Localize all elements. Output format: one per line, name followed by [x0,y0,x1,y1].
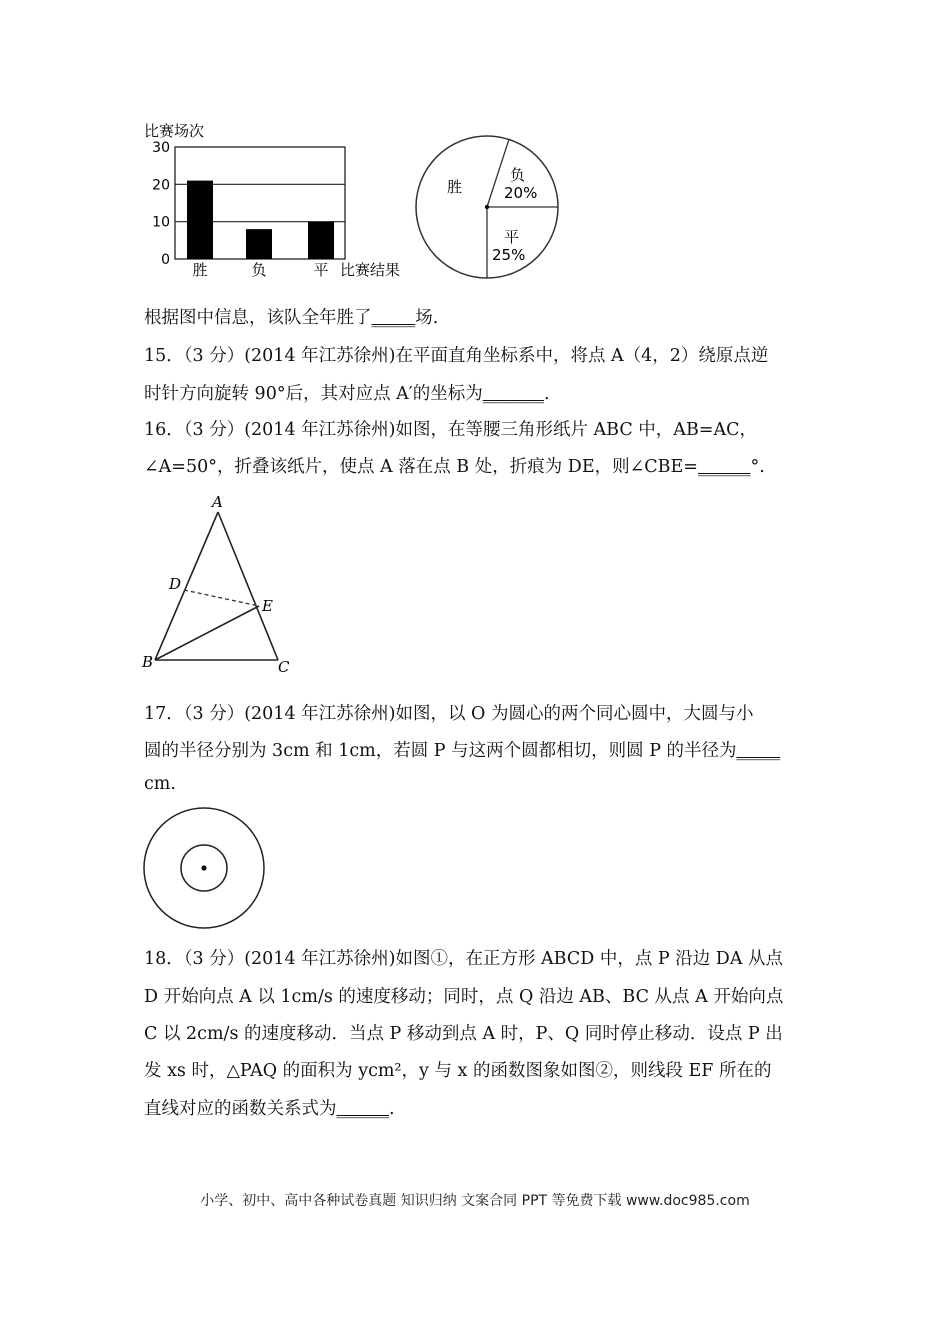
q15-line1: 15．（3 分）(2014 年江苏徐州)在平面直角坐标系中，将点 A（4，2）绕原点逆 [144,346,769,366]
bar-chart-xtick: 胜 [192,261,208,279]
q14-blank[interactable]: _____ [371,308,416,328]
q18-text: 直线对应的函数关系式为 [144,1099,337,1119]
q16-text-end: °. [750,457,765,477]
bar-1 [246,229,272,259]
q14-text: 根据图中信息，该队全年胜了 [144,308,372,328]
q18-line5 [144,1095,395,1120]
q18-line1: 18．（3 分）(2014 年江苏徐州)如图①，在正方形 ABCD 中，点 P 沿边 DA 从点 [144,949,784,969]
segment-ab [155,512,218,660]
label-c: C [278,658,290,676]
q18-text-end: . [389,1099,395,1119]
pie-percent-lose: 20% [504,184,538,202]
q16-blank[interactable]: ______ [697,457,751,477]
pie-chart [412,132,564,284]
q16-line1: 16．（3 分）(2014 年江苏徐州)如图，在等腰三角形纸片 ABC 中，AB=AC， [144,420,757,440]
bar-2 [308,222,334,259]
q17-line2 [144,737,780,762]
label-a: A [212,493,223,511]
pie-label-draw: 平 [504,228,520,246]
segment-be [155,606,259,660]
pie-percent-draw: 25% [492,246,526,264]
q18-line3: C 以 2cm/s 的速度移动．当点 P 移动到点 A 时，P、Q 同时停止移动．设点 P 出 [144,1024,783,1044]
label-b: B [142,653,154,671]
q18-blank[interactable]: ______ [336,1099,389,1119]
bar-chart-xtick: 负 [251,261,267,279]
q18-line4: 发 xs 时，△PAQ 的面积为 ycm²，y 与 x 的函数图象如图②，则线段 EF 所在的 [144,1061,772,1081]
pie-label-win: 胜 [447,178,463,196]
bar-chart-xtick: 平 [313,261,329,279]
q16-line2 [144,453,765,478]
bar-chart [140,118,415,283]
label-e: E [262,597,273,615]
page-footer: 小学、初中、高中各种试卷真题 知识归纳 文案合同 PPT 等免费下载 www.doc985.com [200,1193,750,1209]
q14-line [144,304,438,329]
pie-center-dot [485,205,489,209]
segment-ac [218,512,278,660]
q17-blank[interactable]: _____ [736,741,781,761]
q15-text-end: . [544,384,550,404]
triangle-figure [138,490,298,680]
bar-chart-ylabel: 比赛场次 [144,122,205,140]
fold-line-de [184,590,259,606]
q14-text-end: 场. [415,308,439,328]
q15-blank[interactable]: _______ [482,384,545,404]
center-point-o [201,865,206,870]
label-d: D [169,575,182,593]
q16-text: ∠A=50°，折叠该纸片，使点 A 落在点 B 处，折痕为 DE，则∠CBE= [144,457,698,477]
bar-0 [187,181,213,259]
bar-chart-xlabel: 比赛结果 [340,261,401,279]
q17-line3: cm. [144,774,176,794]
q17-text: 圆的半径分别为 3cm 和 1cm，若圆 P 与这两个圆都相切，则圆 P 的半径为 [144,741,737,761]
bar-chart-ytick: 0 [161,252,170,268]
pie-label-lose: 负 [510,166,526,184]
bar-chart-ytick: 30 [152,140,170,156]
concentric-circles-figure [140,806,268,930]
bar-chart-ytick: 20 [152,177,170,194]
bar-chart-ytick: 10 [152,214,170,231]
q17-line1: 17．（3 分）(2014 年江苏徐州)如图，以 O 为圆心的两个同心圆中，大圆与小 [144,704,754,724]
q18-line2: D 开始向点 A 以 1cm/s 的速度移动；同时，点 Q 沿边 AB、BC 从点 A 开始向点 [144,987,784,1007]
q15-line2 [144,380,550,405]
q15-text: 时针方向旋转 90°后，其对应点 A′的坐标为 [144,384,483,404]
